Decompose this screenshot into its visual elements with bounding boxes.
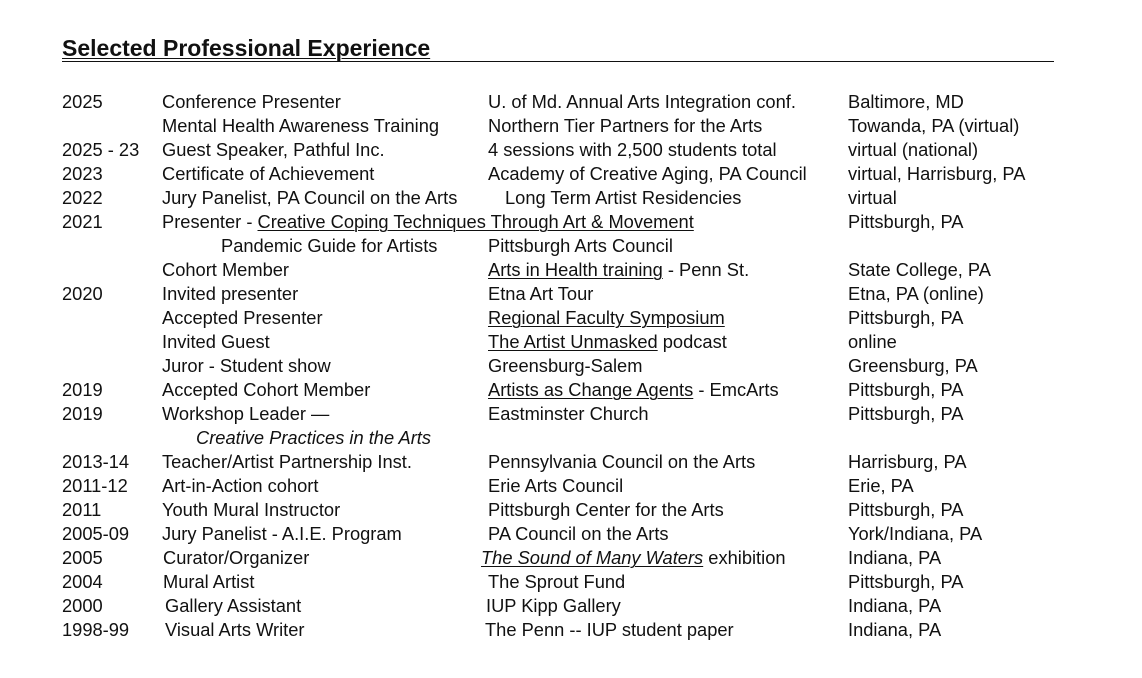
- location-cell: Towanda, PA (virtual): [848, 115, 1020, 136]
- organization-cell: Pittsburgh Center for the Arts: [488, 499, 724, 520]
- workshop-title: Creative Practices in the Arts: [196, 427, 432, 448]
- organization-cell: Etna Art Tour: [488, 283, 594, 304]
- organization-cell: [488, 258, 749, 282]
- location-cell: virtual, Harrisburg, PA: [848, 163, 1026, 184]
- location-cell: Pittsburgh, PA: [848, 211, 964, 232]
- role-cell: Mural Artist: [163, 571, 255, 592]
- organization-suffix: exhibition: [703, 547, 786, 568]
- organization-suffix: podcast: [657, 331, 727, 352]
- role-cell: Curator/Organizer: [163, 547, 310, 568]
- role-cell: Jury Panelist - A.I.E. Program: [162, 523, 402, 544]
- year-cell: 2000: [62, 595, 103, 616]
- role-cell: Jury Panelist, PA Council on the Arts: [162, 187, 458, 208]
- year-cell: 2025 - 23: [62, 139, 140, 160]
- year-cell: 2020: [62, 283, 103, 304]
- role-cell: Youth Mural Instructor: [162, 499, 341, 520]
- organization-suffix: - EmcArts: [693, 379, 779, 400]
- role-prefix: Presenter -: [162, 211, 258, 232]
- organization-link[interactable]: The Artist Unmasked: [488, 331, 658, 352]
- organization-cell: [481, 546, 786, 570]
- organization-cell: The Sprout Fund: [488, 571, 626, 592]
- location-cell: Indiana, PA: [848, 547, 942, 568]
- role-cell: Invited presenter: [162, 283, 299, 304]
- role-cell: Teacher/Artist Partnership Inst.: [162, 451, 412, 472]
- organization-cell: [488, 330, 727, 354]
- role-cell: Certificate of Achievement: [162, 163, 375, 184]
- organization-cell: Long Term Artist Residencies: [505, 187, 742, 208]
- role-cell: Guest Speaker, Pathful Inc.: [162, 139, 385, 160]
- organization-cell: Eastminster Church: [488, 403, 649, 424]
- location-cell: virtual (national): [848, 139, 979, 160]
- year-cell: 2005-09: [62, 523, 130, 544]
- section-title: Selected Professional Experience: [62, 35, 431, 61]
- location-cell: Pittsburgh, PA: [848, 403, 964, 424]
- year-cell: 2004: [62, 571, 103, 592]
- location-cell: online: [848, 331, 897, 352]
- organization-link[interactable]: Arts in Health training: [488, 259, 663, 280]
- role-cell: [162, 210, 694, 234]
- organization-link[interactable]: Artists as Change Agents: [488, 379, 694, 400]
- organization-suffix: - Penn St.: [662, 259, 750, 280]
- location-cell: York/Indiana, PA: [848, 523, 983, 544]
- organization-cell: The Penn -- IUP student paper: [485, 619, 734, 640]
- location-cell: Erie, PA: [848, 475, 914, 496]
- role-cell: Accepted Presenter: [162, 307, 323, 328]
- location-cell: Pittsburgh, PA: [848, 499, 964, 520]
- section-header: [62, 34, 1054, 62]
- year-cell: 2005: [62, 547, 103, 568]
- organization-cell: [488, 306, 725, 330]
- exhibition-link[interactable]: The Sound of Many Waters: [481, 547, 704, 568]
- organization-cell: Pennsylvania Council on the Arts: [488, 451, 756, 472]
- role-cell: Juror - Student show: [162, 355, 331, 376]
- role-cell: Conference Presenter: [162, 91, 341, 112]
- organization-cell: Northern Tier Partners for the Arts: [488, 115, 763, 136]
- location-cell: Baltimore, MD: [848, 91, 964, 112]
- year-cell: 2013-14: [62, 451, 130, 472]
- role-cell: Art-in-Action cohort: [162, 475, 319, 496]
- year-cell: 2019: [62, 379, 103, 400]
- organization-cell: PA Council on the Arts: [488, 523, 669, 544]
- location-cell: Indiana, PA: [848, 595, 942, 616]
- year-cell: 2025: [62, 91, 103, 112]
- year-cell: 2011: [62, 499, 102, 520]
- location-cell: virtual: [848, 187, 897, 208]
- organization-cell: Academy of Creative Aging, PA Council: [488, 163, 807, 184]
- organization-cell: IUP Kipp Gallery: [486, 595, 621, 616]
- location-cell: Pittsburgh, PA: [848, 307, 964, 328]
- location-cell: Pittsburgh, PA: [848, 379, 964, 400]
- role-cell: Pandemic Guide for Artists: [221, 235, 438, 256]
- year-cell: 2022: [62, 187, 103, 208]
- role-cell: Workshop Leader —: [162, 403, 330, 424]
- location-cell: State College, PA: [848, 259, 991, 280]
- role-cell: Invited Guest: [162, 331, 270, 352]
- organization-link[interactable]: Regional Faculty Symposium: [488, 307, 725, 328]
- organization-cell: Erie Arts Council: [488, 475, 624, 496]
- role-cell: Cohort Member: [162, 259, 289, 280]
- location-cell: Harrisburg, PA: [848, 451, 967, 472]
- year-cell: 2023: [62, 163, 103, 184]
- role-cell: Visual Arts Writer: [165, 619, 305, 640]
- organization-cell: 4 sessions with 2,500 students total: [488, 139, 777, 160]
- location-cell: Indiana, PA: [848, 619, 942, 640]
- role-cell: Gallery Assistant: [165, 595, 302, 616]
- role-cell: Mental Health Awareness Training: [162, 115, 440, 136]
- year-cell: 2021: [62, 211, 103, 232]
- organization-cell: Greensburg-Salem: [488, 355, 643, 376]
- role-cell: Accepted Cohort Member: [162, 379, 371, 400]
- location-cell: Pittsburgh, PA: [848, 571, 964, 592]
- organization-cell: U. of Md. Annual Arts Integration conf.: [488, 91, 796, 112]
- organization-cell: Pittsburgh Arts Council: [488, 235, 673, 256]
- presentation-link[interactable]: Creative Coping Techniques Through Art & Movement: [257, 211, 694, 232]
- organization-cell: [488, 378, 779, 402]
- location-cell: Greensburg, PA: [848, 355, 978, 376]
- year-cell: 2011-12: [62, 475, 128, 496]
- location-cell: Etna, PA (online): [848, 283, 984, 304]
- year-cell: 1998-99: [62, 619, 130, 640]
- year-cell: 2019: [62, 403, 103, 424]
